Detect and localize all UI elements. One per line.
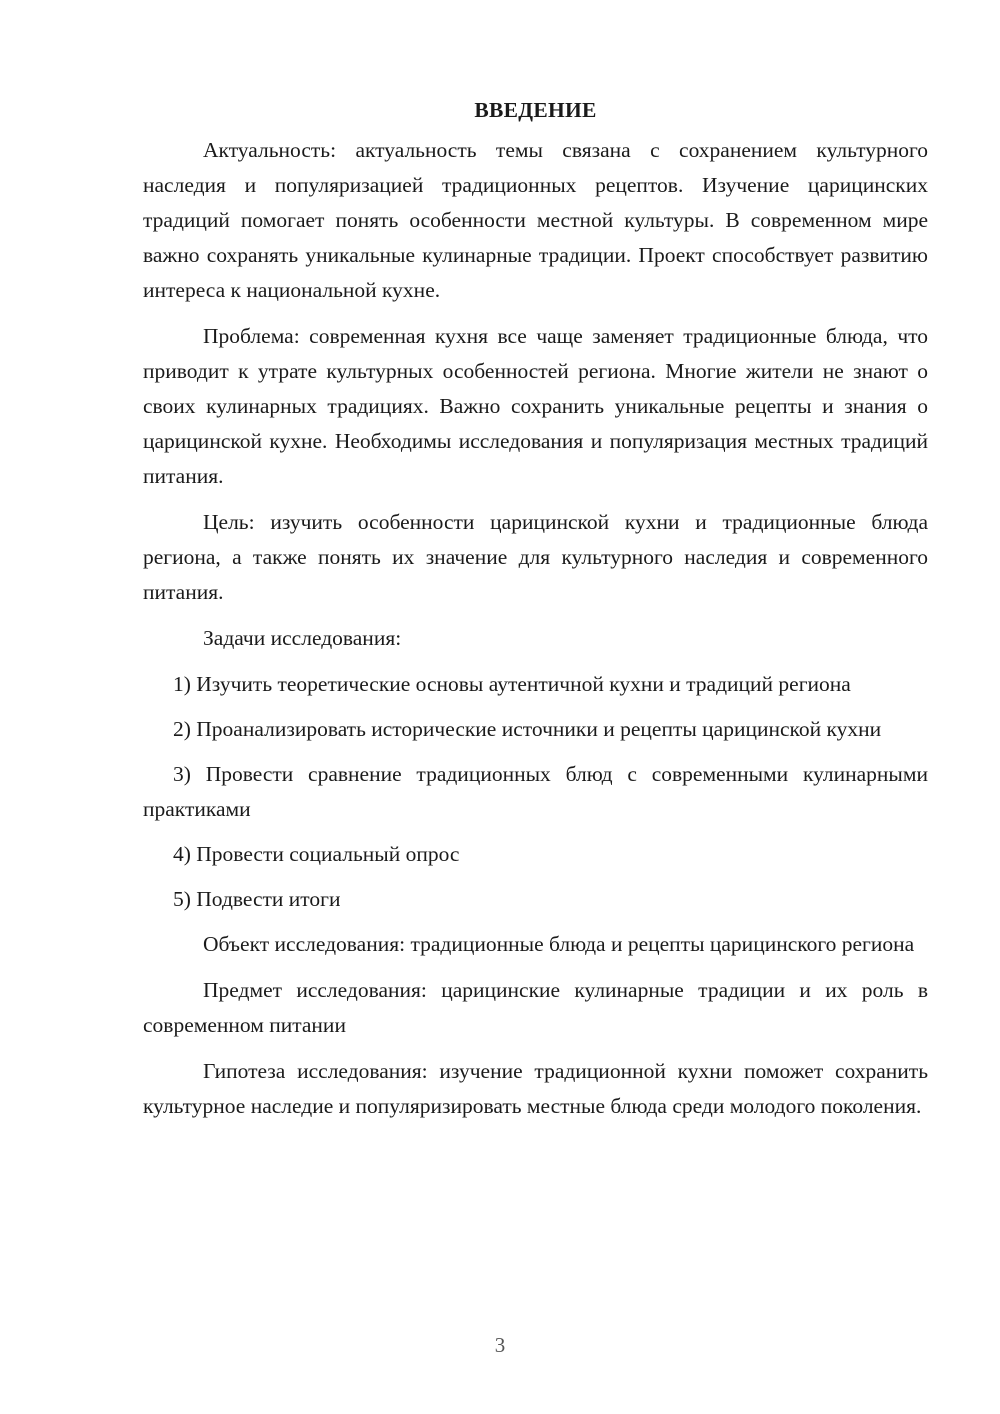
document-page	[143, 93, 928, 1135]
task-list	[143, 667, 928, 917]
tasks-heading: Задачи исследования:	[203, 626, 402, 650]
object-paragraph: Объект исследования: традиционные блюда и рецепты царицинского региона	[203, 932, 915, 956]
task-item-2: 2) Проанализировать исторические источники и рецепты царицинской кухни	[173, 717, 882, 741]
section-title: ВВЕДЕНИЕ	[474, 98, 597, 122]
task-item-4: 4) Провести социальный опрос	[173, 842, 460, 866]
problem-paragraph: Проблема: современная кухня все чаще заменяет традиционные блюда, что приводит к утрате культурных особенностей региона. Многие жители не знают о своих кулинарных традициях. Важно сохранить уникальные рецепты и знания о царицинской кухне. Необходимы исследования и популяризация местных традиций питания.	[143, 324, 928, 488]
page-number: 3	[494, 1333, 506, 1357]
subject-paragraph: Предмет исследования: царицинские кулинарные традиции и их роль в современном питании	[143, 978, 928, 1037]
task-item-1: 1) Изучить теоретические основы аутентичной кухни и традиций региона	[173, 672, 851, 696]
task-item-5: 5) Подвести итоги	[173, 887, 341, 911]
task-item-3: 3) Провести сравнение традиционных блюд с современными кулинарными практиками	[143, 762, 928, 821]
goal-paragraph: Цель: изучить особенности царицинской кухни и традиционные блюда региона, а также понять их значение для культурного наследия и современного питания.	[143, 510, 928, 604]
hypothesis-paragraph: Гипотеза исследования: изучение традиционной кухни поможет сохранить культурное наследие и популяризировать местные блюда среди молодого поколения.	[143, 1059, 928, 1118]
relevance-paragraph: Актуальность: актуальность темы связана с сохранением культурного наследия и популяризацией традиционных рецептов. Изучение царицинских традиций помогает понять особенности местной культуры. В современном мире важно сохранять уникальные кулинарные традиции. Проект способствует развитию интереса к национальной кухне.	[143, 138, 928, 302]
